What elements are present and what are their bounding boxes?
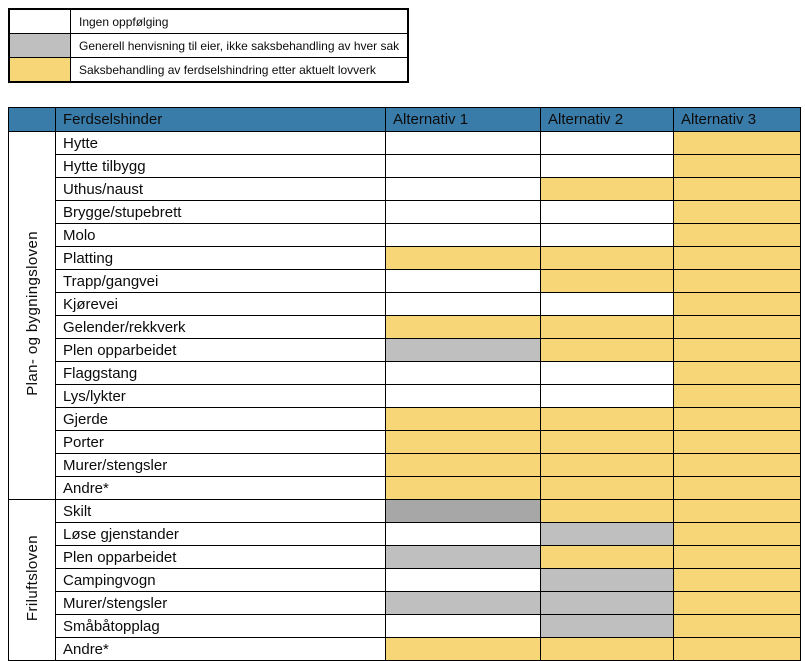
matrix-cell-alt3	[674, 500, 801, 523]
matrix-cell-alt3	[674, 247, 801, 270]
matrix-cell-alt1	[386, 385, 541, 408]
header-row	[9, 108, 801, 132]
matrix-cell-alt2	[541, 224, 674, 247]
table-row	[9, 247, 801, 270]
table-row	[9, 454, 801, 477]
row-label: Campingvogn	[56, 569, 386, 592]
matrix-cell-alt3	[674, 270, 801, 293]
legend-swatch-white	[9, 9, 71, 34]
table-row	[9, 569, 801, 592]
matrix-cell-alt2	[541, 454, 674, 477]
matrix-cell-alt1	[386, 339, 541, 362]
table-row	[9, 385, 801, 408]
table-row	[9, 477, 801, 500]
matrix-cell-alt2	[541, 270, 674, 293]
row-label: Platting	[56, 247, 386, 270]
legend-row	[9, 34, 408, 58]
row-label: Hytte tilbygg	[56, 155, 386, 178]
row-label: Plen opparbeidet	[56, 546, 386, 569]
matrix-cell-alt1	[386, 638, 541, 661]
matrix-cell-alt1	[386, 523, 541, 546]
row-label: Gjerde	[56, 408, 386, 431]
matrix-cell-alt1	[386, 316, 541, 339]
header-alternativ-1: Alternativ 1	[386, 108, 541, 132]
matrix-cell-alt1	[386, 408, 541, 431]
legend-label: Ingen oppfølging	[71, 9, 409, 34]
matrix-cell-alt3	[674, 155, 801, 178]
group-label-text: Plan- og bygningsloven	[23, 231, 41, 396]
table-row	[9, 638, 801, 661]
matrix-cell-alt3	[674, 293, 801, 316]
matrix-cell-alt1	[386, 224, 541, 247]
table-row	[9, 362, 801, 385]
table-row	[9, 270, 801, 293]
row-label: Andre*	[56, 477, 386, 500]
table-row	[9, 408, 801, 431]
matrix-cell-alt1	[386, 477, 541, 500]
legend-row	[9, 58, 408, 83]
table-row	[9, 523, 801, 546]
table-row	[9, 201, 801, 224]
row-label: Flaggstang	[56, 362, 386, 385]
matrix-cell-alt2	[541, 316, 674, 339]
matrix-cell-alt2	[541, 339, 674, 362]
row-label: Plen opparbeidet	[56, 339, 386, 362]
matrix-cell-alt3	[674, 224, 801, 247]
matrix-cell-alt3	[674, 385, 801, 408]
matrix-cell-alt2	[541, 201, 674, 224]
matrix-cell-alt3	[674, 201, 801, 224]
row-label: Småbåtopplag	[56, 615, 386, 638]
legend-row	[9, 9, 408, 34]
matrix-cell-alt3	[674, 316, 801, 339]
matrix-cell-alt3	[674, 638, 801, 661]
legend-table	[8, 8, 409, 83]
row-label: Porter	[56, 431, 386, 454]
matrix-cell-alt2	[541, 132, 674, 155]
row-label: Molo	[56, 224, 386, 247]
row-label: Murer/stengsler	[56, 592, 386, 615]
matrix-cell-alt1	[386, 592, 541, 615]
matrix-cell-alt3	[674, 362, 801, 385]
matrix-cell-alt3	[674, 477, 801, 500]
matrix-cell-alt2	[541, 638, 674, 661]
matrix-cell-alt2	[541, 592, 674, 615]
legend-label: Generell henvisning til eier, ikke saksbehandling av hver sak	[71, 34, 409, 58]
matrix-cell-alt1	[386, 431, 541, 454]
header-alternativ-2: Alternativ 2	[541, 108, 674, 132]
matrix-cell-alt3	[674, 132, 801, 155]
matrix-cell-alt1	[386, 615, 541, 638]
row-label: Gelender/rekkverk	[56, 316, 386, 339]
matrix-cell-alt1	[386, 293, 541, 316]
group-label-friluftsloven	[9, 500, 56, 661]
matrix-cell-alt1	[386, 132, 541, 155]
header-alternativ-3: Alternativ 3	[674, 108, 801, 132]
row-label: Brygge/stupebrett	[56, 201, 386, 224]
table-body	[9, 132, 801, 661]
matrix-cell-alt3	[674, 178, 801, 201]
table-row	[9, 546, 801, 569]
row-label: Skilt	[56, 500, 386, 523]
matrix-cell-alt1	[386, 178, 541, 201]
header-ferdselshinder: Ferdselshinder	[56, 108, 386, 132]
table-row	[9, 224, 801, 247]
matrix-cell-alt2	[541, 615, 674, 638]
matrix-cell-alt2	[541, 247, 674, 270]
row-label: Andre*	[56, 638, 386, 661]
matrix-cell-alt2	[541, 362, 674, 385]
matrix-cell-alt1	[386, 155, 541, 178]
table-row	[9, 316, 801, 339]
group-label-text: Friluftsloven	[23, 534, 41, 622]
matrix-cell-alt3	[674, 592, 801, 615]
table-row	[9, 592, 801, 615]
table-row	[9, 500, 801, 523]
matrix-cell-alt2	[541, 178, 674, 201]
ferdselshinder-table	[8, 107, 801, 661]
legend-label: Saksbehandling av ferdselshindring etter aktuelt lovverk	[71, 58, 409, 83]
matrix-cell-alt3	[674, 569, 801, 592]
matrix-cell-alt2	[541, 569, 674, 592]
matrix-cell-alt2	[541, 546, 674, 569]
header-corner	[9, 108, 56, 132]
matrix-cell-alt3	[674, 615, 801, 638]
legend-swatch-yellow	[9, 58, 71, 83]
matrix-cell-alt3	[674, 523, 801, 546]
row-label: Uthus/naust	[56, 178, 386, 201]
matrix-cell-alt2	[541, 431, 674, 454]
matrix-cell-alt2	[541, 477, 674, 500]
group-label-plan-og-bygningsloven	[9, 132, 56, 500]
matrix-cell-alt2	[541, 523, 674, 546]
matrix-cell-alt3	[674, 546, 801, 569]
legend-swatch-gray	[9, 34, 71, 58]
table-row	[9, 178, 801, 201]
matrix-cell-alt1	[386, 247, 541, 270]
matrix-cell-alt1	[386, 362, 541, 385]
matrix-cell-alt3	[674, 408, 801, 431]
table-row	[9, 339, 801, 362]
row-label: Løse gjenstander	[56, 523, 386, 546]
table-row	[9, 431, 801, 454]
row-label: Kjørevei	[56, 293, 386, 316]
matrix-cell-alt2	[541, 408, 674, 431]
matrix-cell-alt1	[386, 569, 541, 592]
matrix-cell-alt1	[386, 454, 541, 477]
matrix-cell-alt2	[541, 500, 674, 523]
matrix-cell-alt1	[386, 201, 541, 224]
table-row	[9, 293, 801, 316]
row-label: Murer/stengsler	[56, 454, 386, 477]
matrix-cell-alt1	[386, 500, 541, 523]
matrix-cell-alt2	[541, 155, 674, 178]
matrix-cell-alt2	[541, 385, 674, 408]
matrix-cell-alt3	[674, 454, 801, 477]
matrix-cell-alt3	[674, 339, 801, 362]
table-row	[9, 615, 801, 638]
matrix-cell-alt2	[541, 293, 674, 316]
row-label: Lys/lykter	[56, 385, 386, 408]
matrix-cell-alt1	[386, 546, 541, 569]
matrix-cell-alt3	[674, 431, 801, 454]
matrix-cell-alt1	[386, 270, 541, 293]
row-label: Hytte	[56, 132, 386, 155]
table-row	[9, 132, 801, 155]
row-label: Trapp/gangvei	[56, 270, 386, 293]
table-row	[9, 155, 801, 178]
